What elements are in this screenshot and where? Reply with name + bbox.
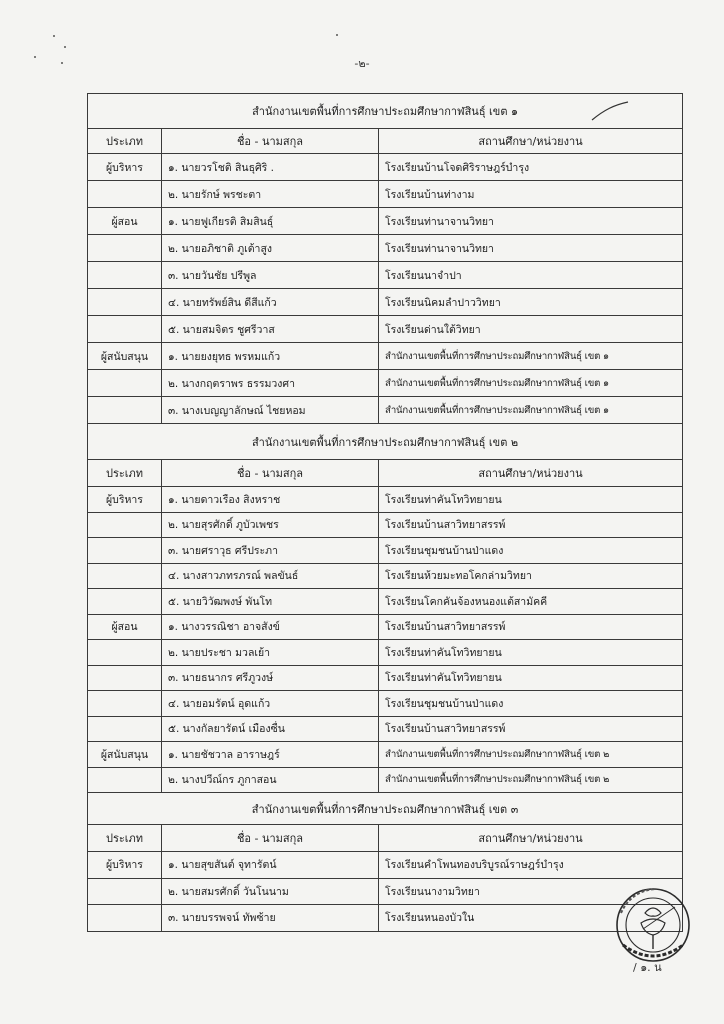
table-row — [88, 665, 683, 691]
table-row — [88, 316, 683, 343]
name-cell: ๑. นายยงยุทธ พรหมแก้ว — [162, 343, 379, 370]
unit-cell: สำนักงานเขตพื้นที่การศึกษาประถมศึกษากาฬสินธุ์ เขต ๒ — [379, 767, 683, 793]
column-header-unit: สถานศึกษา/หน่วยงาน — [379, 129, 683, 154]
category-cell — [88, 289, 162, 316]
table-row — [88, 640, 683, 666]
assignment-table — [87, 93, 683, 932]
unit-cell: โรงเรียนนางามวิทยา — [379, 878, 683, 905]
category-cell — [88, 370, 162, 397]
category-cell — [88, 563, 162, 589]
category-cell: ผู้บริหาร — [88, 487, 162, 513]
column-header-unit: สถานศึกษา/หน่วยงาน — [379, 825, 683, 852]
category-cell — [88, 665, 162, 691]
table-row — [88, 742, 683, 768]
table-row — [88, 852, 683, 879]
column-header-name: ชื่อ - นามสกุล — [162, 460, 379, 487]
category-cell: ผู้สอน — [88, 614, 162, 640]
unit-cell: โรงเรียนท่านาจานวิทยา — [379, 235, 683, 262]
unit-cell: โรงเรียนด่านใต้วิทยา — [379, 316, 683, 343]
table-row — [88, 208, 683, 235]
category-cell — [88, 538, 162, 564]
name-cell: ๒. นายรักษ์ พรชะตา — [162, 181, 379, 208]
table-row — [88, 878, 683, 905]
name-cell: ๑. นายชัชวาล อาราษฎร์ — [162, 742, 379, 768]
category-cell — [88, 767, 162, 793]
section-3 — [88, 793, 683, 932]
name-cell: ๔. นายทรัพย์สิน ดีสีแก้ว — [162, 289, 379, 316]
name-cell: ๑. นางวรรณิชา อาจสังข์ — [162, 614, 379, 640]
unit-cell: โรงเรียนบ้านสาวิทยาสรรพ์ — [379, 716, 683, 742]
name-cell: ๓. นายธนากร ศรีภูวงษ์ — [162, 665, 379, 691]
category-cell — [88, 878, 162, 905]
category-cell — [88, 397, 162, 424]
table-row — [88, 181, 683, 208]
unit-cell: โรงเรียนท่านาจานวิทยา — [379, 208, 683, 235]
section-title: สำนักงานเขตพื้นที่การศึกษาประถมศึกษากาฬสินธุ์ เขต ๓ — [88, 793, 683, 825]
category-cell — [88, 691, 162, 717]
table-row — [88, 538, 683, 564]
name-cell: ๕. นายสมจิตร ชูศรีวาส — [162, 316, 379, 343]
category-cell: ผู้สนับสนุน — [88, 742, 162, 768]
table-row — [88, 289, 683, 316]
unit-cell: โรงเรียนคำโพนทองบริบูรณ์ราษฎร์บำรุง — [379, 852, 683, 879]
name-cell: ๓. นายวันชัย ปรีพูล — [162, 262, 379, 289]
column-header-type: ประเภท — [88, 460, 162, 487]
category-cell — [88, 905, 162, 932]
category-cell: ผู้สนับสนุน — [88, 343, 162, 370]
table-row — [88, 563, 683, 589]
page-number: -๒- — [354, 57, 370, 70]
name-cell: ๔. นายอมรัตน์ อุดแก้ว — [162, 691, 379, 717]
name-cell: ๒. นายสมรศักดิ์ วันโนนาม — [162, 878, 379, 905]
unit-cell: โรงเรียนบ้านโจดศิริราษฎร์บำรุง — [379, 154, 683, 181]
table-row — [88, 235, 683, 262]
name-cell: ๒. นางปวีณ์กร ภูกาสอน — [162, 767, 379, 793]
continuation-note: / ๑. น — [633, 961, 662, 974]
unit-cell: โรงเรียนห้วยมะทอโคกล่ามวิทยา — [379, 563, 683, 589]
name-cell: ๒. นายอภิชาติ ภูเต้าสูง — [162, 235, 379, 262]
name-cell: ๑. นายฟูเกียรติ สิมสินธุ์ — [162, 208, 379, 235]
category-cell: ผู้บริหาร — [88, 154, 162, 181]
unit-cell: สำนักงานเขตพื้นที่การศึกษาประถมศึกษากาฬสินธุ์ เขต ๑ — [379, 370, 683, 397]
column-header-name: ชื่อ - นามสกุล — [162, 129, 379, 154]
name-cell: ๓. นายศราวุธ ศรีประภา — [162, 538, 379, 564]
unit-cell: โรงเรียนบ้านสาวิทยาสรรพ์ — [379, 512, 683, 538]
name-cell: ๑. นายดาวเรือง สิงหราช — [162, 487, 379, 513]
category-cell: ผู้บริหาร — [88, 852, 162, 879]
unit-cell: โรงเรียนบ้านสาวิทยาสรรพ์ — [379, 614, 683, 640]
table-row — [88, 767, 683, 793]
unit-cell: โรงเรียนนิคมลำปาววิทยา — [379, 289, 683, 316]
unit-cell: โรงเรียนชุมชนบ้านป่าแดง — [379, 691, 683, 717]
unit-cell: โรงเรียนโคกคันจ้องหนองแต้สามัคคี — [379, 589, 683, 615]
scan-speck — [336, 34, 338, 36]
category-cell — [88, 235, 162, 262]
column-header-name: ชื่อ - นามสกุล — [162, 825, 379, 852]
unit-cell: โรงเรียนหนองบัวใน — [379, 905, 683, 932]
unit-cell: โรงเรียนนาจำปา — [379, 262, 683, 289]
scan-speck — [53, 35, 55, 37]
category-cell — [88, 589, 162, 615]
name-cell: ๒. นางกฤตราพร ธรรมวงศา — [162, 370, 379, 397]
table-row — [88, 397, 683, 424]
category-cell — [88, 640, 162, 666]
table-row — [88, 262, 683, 289]
table-row — [88, 905, 683, 932]
unit-cell: โรงเรียนบ้านท่างาม — [379, 181, 683, 208]
unit-cell: โรงเรียนชุมชนบ้านป่าแดง — [379, 538, 683, 564]
section-2 — [88, 424, 683, 793]
name-cell: ๕. นางกัลยารัตน์ เมืองซื่น — [162, 716, 379, 742]
column-header-type: ประเภท — [88, 129, 162, 154]
name-cell: ๓. นายบรรพจน์ ทัพซ้าย — [162, 905, 379, 932]
table-row — [88, 154, 683, 181]
category-cell — [88, 181, 162, 208]
name-cell: ๑. นายสุขสันต์ จุทารัตน์ — [162, 852, 379, 879]
table-row — [88, 343, 683, 370]
table-row — [88, 370, 683, 397]
category-cell — [88, 512, 162, 538]
name-cell: ๒. นายสุรศักดิ์ ภูบัวเพชร — [162, 512, 379, 538]
table-row — [88, 691, 683, 717]
section-1 — [88, 94, 683, 424]
category-cell — [88, 316, 162, 343]
table-row — [88, 614, 683, 640]
section-title: สำนักงานเขตพื้นที่การศึกษาประถมศึกษากาฬสินธุ์ เขต ๒ — [88, 424, 683, 460]
unit-cell: โรงเรียนท่าคันโทวิทยายน — [379, 487, 683, 513]
table-row — [88, 512, 683, 538]
name-cell: ๕. นายวิวัฒพงษ์ พันโท — [162, 589, 379, 615]
category-cell — [88, 716, 162, 742]
unit-cell: สำนักงานเขตพื้นที่การศึกษาประถมศึกษากาฬสินธุ์ เขต ๒ — [379, 742, 683, 768]
column-header-unit: สถานศึกษา/หน่วยงาน — [379, 460, 683, 487]
name-cell: ๑. นายวรโชติ สินธุศิริ . — [162, 154, 379, 181]
column-header-type: ประเภท — [88, 825, 162, 852]
unit-cell: สำนักงานเขตพื้นที่การศึกษาประถมศึกษากาฬสินธุ์ เขต ๑ — [379, 343, 683, 370]
scan-speck — [64, 46, 66, 48]
unit-cell: โรงเรียนท่าคันโทวิทยายน — [379, 640, 683, 666]
official-seal-stamp — [601, 885, 699, 965]
category-cell — [88, 262, 162, 289]
section-title: สำนักงานเขตพื้นที่การศึกษาประถมศึกษากาฬสินธุ์ เขต ๑ — [88, 94, 683, 129]
unit-cell: สำนักงานเขตพื้นที่การศึกษาประถมศึกษากาฬสินธุ์ เขต ๑ — [379, 397, 683, 424]
name-cell: ๔. นางสาวภทรภรณ์ พลขันธ์ — [162, 563, 379, 589]
name-cell: ๓. นางเบญญาลักษณ์ ไชยหอม — [162, 397, 379, 424]
table-row — [88, 716, 683, 742]
category-cell: ผู้สอน — [88, 208, 162, 235]
unit-cell: โรงเรียนท่าคันโทวิทยายน — [379, 665, 683, 691]
table-row — [88, 589, 683, 615]
name-cell: ๒. นายประชา มวลเย้า — [162, 640, 379, 666]
table-row — [88, 487, 683, 513]
